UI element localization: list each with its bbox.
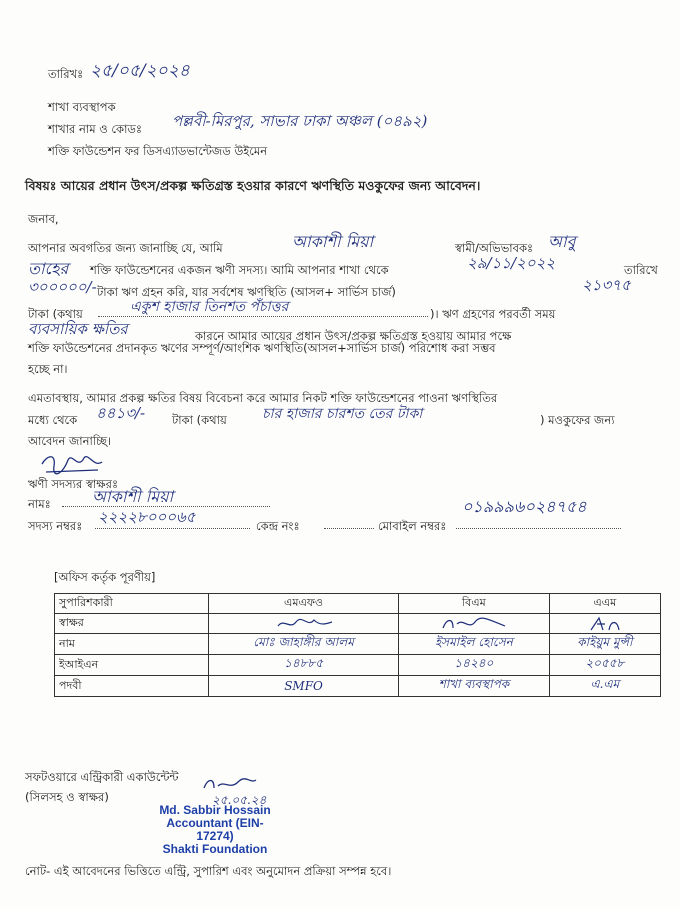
branch-manager-label: শাখা ব্যবস্থাপক (48, 100, 116, 114)
mfo-signature (274, 616, 334, 632)
waive-words-hand: চার হাজার চারশত তের টাকা (262, 406, 423, 422)
bm-designation: শাখা ব্যবস্থাপক (399, 676, 550, 697)
row-label-signature: স্বাক্ষর (55, 614, 209, 634)
am-designation: এ.এম (549, 676, 660, 697)
balance-words-hand: একুশ হাজার তিনশত পঁচাত্তর (130, 299, 289, 315)
mobile-value: ০১৯৯৯৬০২৪৭৫৪ (462, 497, 587, 516)
am-signature (585, 616, 625, 632)
mobile-label: মোবাইল নম্বরঃ (378, 519, 447, 533)
request-line-3: আবেদন জানাচ্ছি। (28, 434, 112, 448)
request-line-1: এমতাবস্থায়, আমার প্রকল্প ক্ষতির বিষয় বিবেচনা করে আমার নিকট শক্তি ফাউন্ডেশনের পাওনা ঋণস্থিতির (28, 391, 498, 405)
balance-hand: ২১৩৭৫ (582, 276, 631, 294)
footer-note: নোট- এই আবেদনের ভিত্তিতে এন্ট্রি, সুপারিশ এবং অনুমোদন প্রক্রিয়া সম্পন্ন হবে। (25, 864, 392, 878)
body-line-7: হচ্ছে না। (28, 362, 68, 376)
body-line-1a: আপনার অবগতির জন্য জানাচ্ছি যে, আমি (28, 241, 223, 255)
loss-reason-hand: ব্যবসায়িক ক্ষতির (28, 320, 128, 338)
header-mfo: এমএফও (209, 594, 399, 614)
table-row (55, 634, 661, 655)
accountant-date-hand: ২৫.০৫.২৪ (212, 793, 267, 807)
header-recommender: সুপারিশকারী (55, 594, 209, 614)
request-line-2a: মধ্যে থেকে (28, 413, 78, 427)
loan-date-hand: ২৯/১১/২০২২ (467, 254, 556, 272)
mfo-signature-cell (209, 614, 399, 634)
body-line-3a: টাকা ঋণ গ্রহন করি, যার সর্বশেষ ঋণস্থিতি (আসল+ সার্ভিস চার্জ) (97, 285, 396, 299)
guardian-hand-1: আবু (548, 232, 576, 251)
member-no-value: ২২২২৮০০০৬৫ (98, 508, 196, 526)
row-label-designation: পদবী (55, 676, 209, 697)
date-value: ২৫/০৫/২০২৪ (90, 61, 190, 81)
branch-value: পল্লবী-মিরপুর, সাভার ঢাকা অঞ্চল (০৪৯২) (172, 112, 428, 130)
body-line-1b: স্বামী/অভিভাবকঃ (455, 241, 534, 255)
stamp-org: Shakti Foundation (162, 842, 268, 856)
request-line-2b: টাকা (কথায় (172, 413, 227, 427)
borrower-name-label: নামঃ (28, 497, 51, 511)
member-no-label: সদস্য নম্বরঃ (28, 519, 83, 533)
subject: বিষয়ঃ আয়ের প্রধান উৎস/প্রকল্প ক্ষতিগ্রস্ত হওয়ার কারণে ঋণস্থিতি মওকুফের জন্য আবেদন। (25, 178, 481, 193)
borrower-name-hand: আকাশী মিয়া (292, 232, 374, 251)
table-row (55, 614, 661, 634)
borrower-signature (38, 450, 108, 478)
body-line-6: শক্তি ফাউন্ডেশনের প্রদানকৃত ঋণের সম্পূর্ণ/আংশিক ঋণস্থিতি(আসল+সার্ভিস চার্জ) পরিশোধ করা সম্ভব (28, 341, 496, 355)
table-row (55, 655, 661, 676)
am-name: কাইয়ুম মুন্সী (549, 634, 660, 655)
guardian-hand-2: তাহের (28, 259, 69, 278)
body-line-2a: শক্তি ফাউন্ডেশনের একজন ঋণী সদস্য। আমি আপনার শাখা থেকে (90, 263, 389, 277)
bm-signature (439, 616, 509, 632)
borrower-name-value: আকাশী মিয়া (92, 487, 174, 506)
body-line-4b: )। ঋণ গ্রহণের পরবর্তী সময় (430, 307, 556, 321)
bm-signature-cell (399, 614, 550, 634)
stamp-title: Accountant (EIN-17274) (166, 816, 264, 843)
table-row (55, 676, 661, 697)
bm-name: ইসমাইল হোসেন (399, 634, 550, 655)
body-line-4a: টাকা (কথায় (28, 307, 83, 321)
borrower-signature-label: ঋণী সদস্যর স্বাক্ষরঃ (28, 477, 119, 491)
header-am: এএম (549, 594, 660, 614)
body-line-5a: কারনে আমার আয়ের প্রধান উৎস/প্রকল্প ক্ষতিগ্রস্ত হওয়ায় আমার পক্ষে (195, 329, 512, 343)
accountant-stamp (150, 804, 280, 856)
am-ein: ২০৫৫৮ (549, 655, 660, 676)
mfo-designation: SMFO (209, 676, 399, 697)
request-line-2c: ) মওকুফের জন্য (540, 413, 615, 427)
stamp-name: Md. Sabbir Hossain (159, 803, 271, 817)
am-signature-cell (549, 614, 660, 634)
row-label-ein: ইআইএন (55, 655, 209, 676)
office-section-title: [অফিস কর্তৃক পূরণীয়] (54, 570, 156, 584)
waive-amount-hand: ৪৪১৩/- (96, 404, 146, 422)
center-no-label: কেন্দ্র নংঃ (256, 519, 300, 533)
salutation: জনাব, (28, 212, 59, 226)
body-line-2b: তারিখে (624, 263, 658, 277)
row-label-name: নাম (55, 634, 209, 655)
table-header-row (55, 594, 661, 614)
header-bm: বিএম (399, 594, 550, 614)
loan-amount-hand: ৩০০০০০/- (28, 278, 97, 296)
bm-ein: ১৪২৪০ (399, 655, 550, 676)
mfo-name: মোঃ জাহাঙ্গীর আলম (209, 634, 399, 655)
branch-label: শাখার নাম ও কোডঃ (48, 122, 143, 136)
organization-label: শক্তি ফাউন্ডেশন ফর ডিসএ্যাডভান্টেজড উইমেন (48, 144, 268, 158)
office-table (54, 593, 661, 697)
accountant-seal-label: (সিলসহ ও স্বাক্ষর) (25, 790, 109, 804)
mfo-ein: ১৪৮৮৫ (209, 655, 399, 676)
date-label: তারিখঃ (48, 67, 84, 81)
accountant-label: সফটওয়ারে এন্ট্রিকারী একাউন্টেন্ট (25, 770, 179, 784)
